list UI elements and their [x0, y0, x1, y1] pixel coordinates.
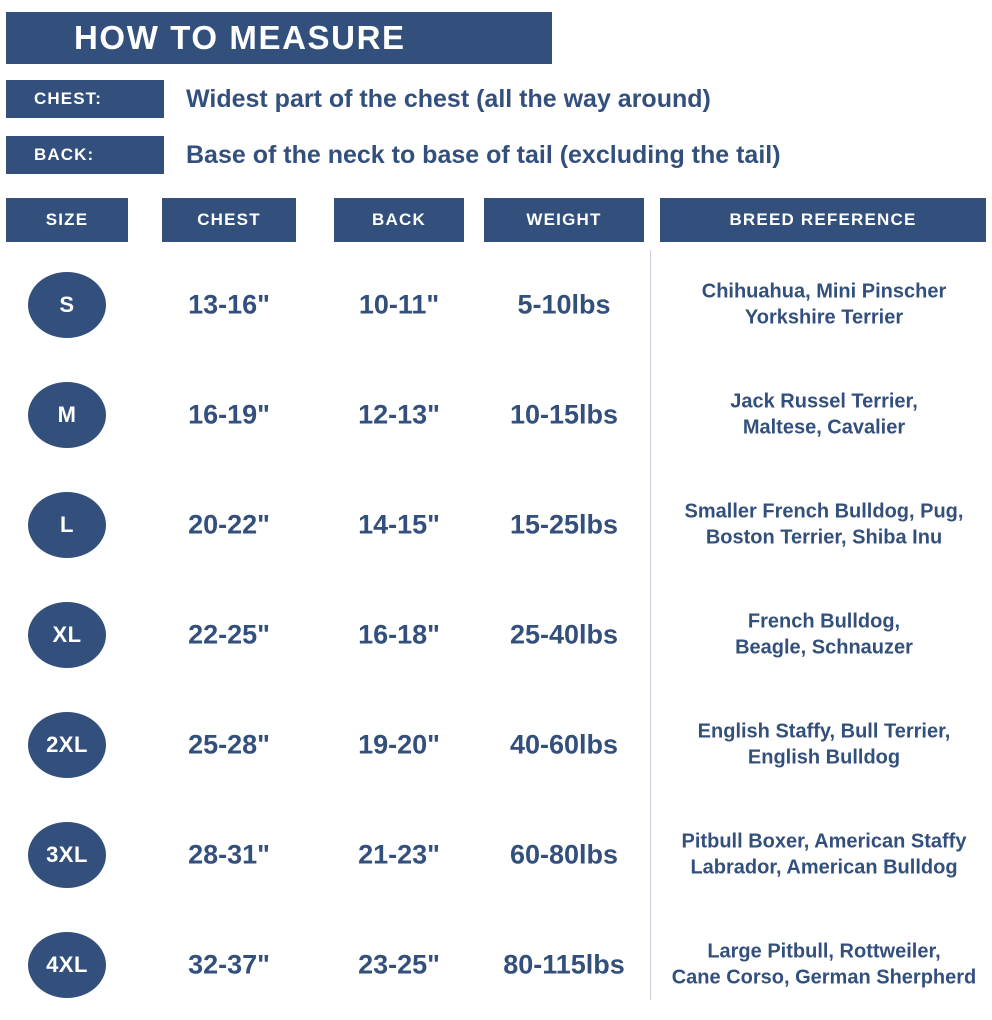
- measure-description-back: Base of the neck to base of tail (excluding the tail): [186, 140, 781, 169]
- cell-chest: 25-28": [188, 729, 270, 760]
- table-row: [6, 360, 986, 470]
- table-row: [6, 910, 986, 1020]
- page-title: HOW TO MEASURE: [74, 19, 406, 56]
- size-badge: 4XL: [28, 932, 106, 998]
- cell-back: 19-20": [358, 729, 440, 760]
- cell-breed: [652, 389, 992, 442]
- table-row: [6, 690, 986, 800]
- cell-weight: 15-25lbs: [509, 509, 619, 540]
- cell-breed-line2: Maltese, Cavalier: [742, 417, 906, 439]
- cell-breed-line2: Beagle, Schnauzer: [735, 637, 913, 659]
- cell-chest: 28-31": [188, 839, 270, 870]
- cell-breed-line2: English Bulldog: [747, 747, 901, 769]
- measure-description-chest: Widest part of the chest (all the way around): [186, 84, 711, 113]
- cell-weight: 10-15lbs: [509, 399, 619, 430]
- cell-breed: [652, 829, 992, 882]
- table-header-row: [6, 198, 986, 242]
- table-row: [6, 580, 986, 690]
- cell-chest: 16-19": [188, 399, 270, 430]
- measure-row-chest: [6, 80, 711, 118]
- cell-chest: 32-37": [188, 949, 270, 980]
- column-header-size: SIZE: [6, 198, 128, 242]
- measure-label-back: BACK:: [6, 136, 164, 174]
- cell-breed-line1: Large Pitbull, Rottweiler,: [707, 940, 941, 963]
- cell-back: 10-11": [358, 289, 440, 320]
- cell-breed-line1: Pitbull Boxer, American Staffy: [681, 830, 967, 853]
- size-badge: 2XL: [28, 712, 106, 778]
- cell-chest: 13-16": [188, 289, 270, 320]
- column-header-chest: CHEST: [162, 198, 296, 242]
- cell-breed: [652, 719, 992, 772]
- cell-breed-line2: Boston Terrier, Shiba Inu: [705, 527, 943, 549]
- page-title-banner: [6, 12, 552, 64]
- cell-breed-line1: Smaller French Bulldog, Pug,: [684, 500, 964, 523]
- cell-back: 23-25": [358, 949, 440, 980]
- table-body: [6, 250, 986, 1020]
- cell-back: 14-15": [358, 509, 440, 540]
- size-badge: S: [28, 272, 106, 338]
- cell-weight: 40-60lbs: [509, 729, 619, 760]
- cell-back: 12-13": [358, 399, 440, 430]
- cell-back: 16-18": [358, 619, 440, 650]
- measure-row-back: [6, 136, 781, 174]
- cell-breed: [652, 279, 992, 332]
- cell-breed: [652, 939, 992, 992]
- cell-breed-line1: French Bulldog,: [747, 610, 901, 633]
- table-row: [6, 470, 986, 580]
- cell-breed-line2: Cane Corso, German Sherpherd: [671, 967, 977, 989]
- cell-chest: 20-22": [188, 509, 270, 540]
- table-row: [6, 800, 986, 910]
- column-header-back: BACK: [334, 198, 464, 242]
- cell-breed: [652, 499, 992, 552]
- cell-chest: 22-25": [188, 619, 270, 650]
- cell-breed: [652, 609, 992, 662]
- column-header-breed: BREED REFERENCE: [660, 198, 986, 242]
- cell-breed-line2: Yorkshire Terrier: [744, 307, 904, 329]
- table-row: [6, 250, 986, 360]
- size-badge: 3XL: [28, 822, 106, 888]
- measure-label-chest: CHEST:: [6, 80, 164, 118]
- cell-breed-line1: English Staffy, Bull Terrier,: [697, 720, 951, 743]
- cell-breed-line1: Chihuahua, Mini Pinscher: [701, 280, 947, 303]
- size-badge: L: [28, 492, 106, 558]
- cell-breed-line2: Labrador, American Bulldog: [690, 857, 958, 879]
- cell-weight: 5-10lbs: [517, 289, 611, 320]
- cell-breed-line1: Jack Russel Terrier,: [730, 390, 918, 413]
- cell-weight: 60-80lbs: [509, 839, 619, 870]
- column-header-weight: WEIGHT: [484, 198, 644, 242]
- size-badge: XL: [28, 602, 106, 668]
- cell-weight: 25-40lbs: [509, 619, 619, 650]
- cell-weight: 80-115lbs: [503, 949, 625, 980]
- cell-back: 21-23": [358, 839, 440, 870]
- size-badge: M: [28, 382, 106, 448]
